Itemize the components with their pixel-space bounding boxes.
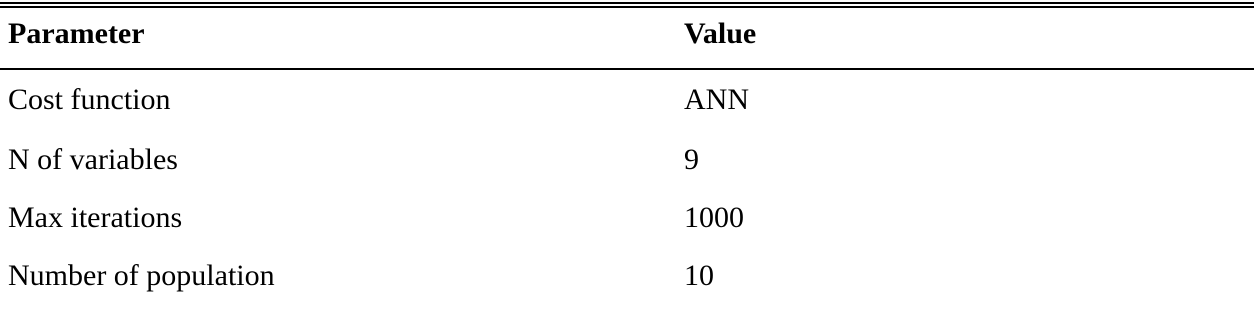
row-1-parameter: Cost function — [8, 83, 171, 116]
row-2-value: 9 — [684, 143, 699, 176]
table-top-rule-inner — [0, 6, 1254, 8]
header-parameter: Parameter — [8, 17, 145, 50]
header-rule — [0, 68, 1254, 70]
row-3-parameter: Max iterations — [8, 201, 183, 234]
row-4-value: 10 — [684, 259, 714, 292]
row-2-parameter: N of variables — [8, 143, 178, 176]
table-top-rule — [0, 2, 1254, 4]
header-value: Value — [684, 17, 757, 50]
row-1-value: ANN — [684, 83, 749, 116]
row-3-value: 1000 — [684, 201, 744, 234]
row-4-parameter: Number of population — [8, 259, 275, 292]
